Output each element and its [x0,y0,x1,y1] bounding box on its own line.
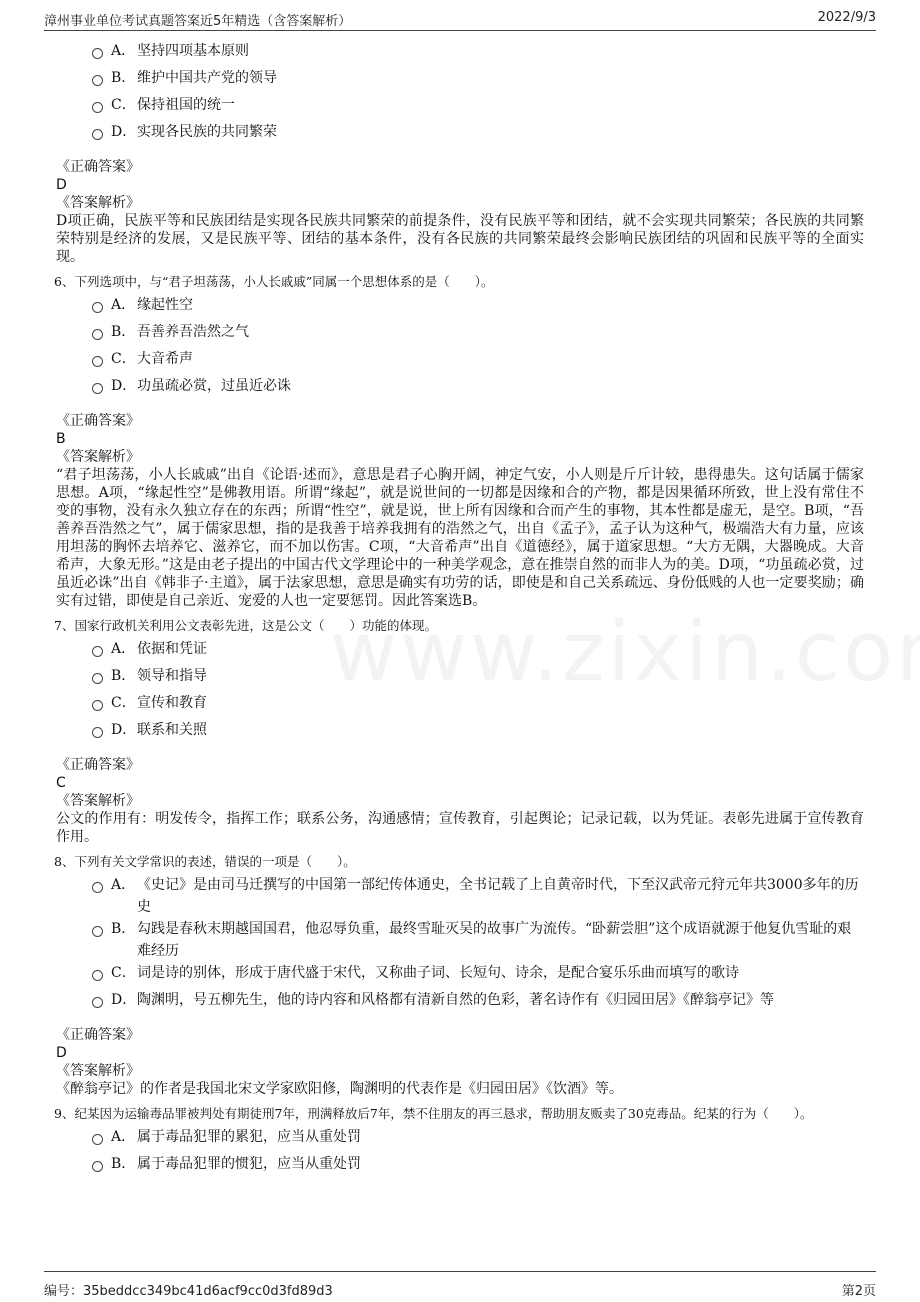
radio-icon[interactable] [92,302,103,313]
option-label: C． [111,351,136,367]
radio-icon[interactable] [92,1161,103,1172]
option-c[interactable] [92,348,864,375]
radio-icon[interactable] [92,75,103,86]
option-label: B． [111,921,136,937]
radio-icon[interactable] [92,882,103,893]
option-text: 词是诗的别体，形成于唐代盛于宋代，又称曲子词、长短句、诗余，是配合宴乐乐曲而填写的歌诗 [137,965,739,981]
option-label: C． [111,965,136,981]
option-d[interactable] [92,375,864,402]
option-b[interactable] [92,321,864,348]
option-label: A． [111,1129,136,1145]
option-text: 保持祖国的统一 [137,97,235,113]
answer-block [56,412,864,610]
option-list [92,638,864,746]
question-7 [56,616,864,846]
radio-icon[interactable] [92,48,103,59]
correct-answer-label: 《正确答案》 [56,413,140,429]
option-label: D． [111,124,137,140]
radio-icon[interactable] [92,700,103,711]
document-body [56,40,864,1186]
document-id: 编号：35beddcc349bc41d6acf9cc0d3fd89d3 [44,1284,333,1299]
explanation-label: 《答案解析》 [56,1063,140,1079]
radio-icon[interactable] [92,102,103,113]
radio-icon[interactable] [92,926,103,937]
option-d[interactable] [92,989,864,1016]
option-text: 领导和指导 [137,668,207,684]
correct-answer-value: C [56,775,66,791]
explanation-label: 《答案解析》 [56,449,140,465]
option-a[interactable] [92,1126,864,1153]
option-c[interactable] [92,962,864,989]
option-a[interactable] [92,874,864,918]
option-c[interactable] [92,692,864,719]
answer-block [56,1026,864,1098]
option-text: 功虽疏必赏，过虽近必诛 [137,378,291,394]
option-list [92,294,864,402]
question-stem: 7、国家行政机关利用公文表彰先进，这是公文（ ）功能的体现。 [54,618,437,633]
option-text: 《史记》是由司马迁撰写的中国第一部纪传体通史，全书记载了上自黄帝时代，下至汉武帝元狩元年共3000多年的历史 [137,877,859,915]
option-text: 属于毒品犯罪的惯犯，应当从重处罚 [137,1156,361,1172]
option-a[interactable] [92,638,864,665]
option-text: 吾善养吾浩然之气 [137,324,249,340]
correct-answer-value: B [56,431,66,447]
document-date: 2022/9/3 [817,10,876,25]
option-text: 维护中国共产党的领导 [137,70,277,86]
option-text: 勾践是春秋末期越国国君，他忍辱负重，最终雪耻灭吴的故事广为流传。“卧薪尝胆”这个成语就源于他复仇雪耻的艰难经历 [137,921,852,959]
question-5 [56,40,864,266]
radio-icon[interactable] [92,646,103,657]
option-label: B． [111,324,136,340]
option-b[interactable] [92,1153,864,1180]
option-label: A． [111,43,136,59]
option-label: C． [111,97,136,113]
option-c[interactable] [92,94,864,121]
option-text: 实现各民族的共同繁荣 [137,124,277,140]
page-footer [44,1271,876,1302]
correct-answer-label: 《正确答案》 [56,1027,140,1043]
option-text: 坚持四项基本原则 [137,43,249,59]
radio-icon[interactable] [92,383,103,394]
page-header [44,0,876,31]
option-label: B． [111,668,136,684]
option-label: D． [111,722,137,738]
page-number: 第2页 [841,1284,876,1299]
option-text: 缘起性空 [137,297,193,313]
question-stem: 8、下列有关文学常识的表述，错误的一项是（ ）。 [54,854,356,869]
option-label: D． [111,992,137,1008]
question-6 [56,272,864,610]
radio-icon[interactable] [92,329,103,340]
option-list [92,1126,864,1180]
option-a[interactable] [92,40,864,67]
explanation-text: 公文的作用有：明发传令，指挥工作；联系公务，沟通感情；宣传教育，引起舆论；记录记载，以为凭证。表彰先进属于宣传教育作用。 [56,811,864,845]
correct-answer-value: D [56,177,67,193]
explanation-text: D项正确，民族平等和民族团结是实现各民族共同繁荣的前提条件，没有民族平等和团结，就不会实现共同繁荣；各民族的共同繁荣特别是经济的发展，又是民族平等、团结的基本条件，没有各民族的共同繁荣最终会影响民族团结的巩固和民族平等的全面实现。 [56,213,864,265]
option-text: 属于毒品犯罪的累犯，应当从重处罚 [137,1129,361,1145]
option-text: 陶渊明，号五柳先生，他的诗内容和风格都有清新自然的色彩，著名诗作有《归园田居》《醉翁亭记》等 [137,992,774,1008]
option-list [92,40,864,148]
question-stem: 9、纪某因为运输毒品罪被判处有期徒刑7年，刑满释放后7年，禁不住朋友的再三恳求，帮助朋友贩卖了30克毒品。纪某的行为（ ）。 [54,1106,813,1121]
radio-icon[interactable] [92,356,103,367]
explanation-text: “君子坦荡荡，小人长戚戚”出自《论语·述而》，意思是君子心胸开阔，神定气安，小人则是斤斤计较，患得患失。这句话属于儒家思想。A项，“缘起性空”是佛教用语。所谓“缘起”，就是说世间的一切都是因缘和合的产物，都是因果循环所致，世上没有常住不变的事物，没有永久独立存在的东西；所谓“性空”，就是说，世上所有因缘和合而产生的事物，其本性都是虚无，是空。B项，“吾善养吾浩然之气”，属于儒家思想，指的是我善于培养我拥有的浩然之气，出自《孟子》，孟子认为这种气，极端浩大有力量，应该用坦荡的胸怀去培养它、滋养它，而不加以伤害。C项，“大音希声”出自《道德经》，属于道家思想。“大方无隅，大器晚成。大音希声，大象无形。”这是由老子提出的中国古代文学理论中的一种美学观念，意在推崇自然的而非人为的美。D项，“功虽疏必赏，过虽近必诛”出自《韩非子·主道》，属于法家思想，意思是确实有功劳的话，即使是和自己关系疏远、身份低贱的人也一定要奖励；确实有过错，即使是自己亲近、宠爱的人也一定要惩罚。因此答案选B。 [56,467,864,609]
option-b[interactable] [92,665,864,692]
option-text: 依据和凭证 [137,641,207,657]
option-a[interactable] [92,294,864,321]
answer-block [56,158,864,266]
option-d[interactable] [92,121,864,148]
option-text: 联系和关照 [137,722,207,738]
radio-icon[interactable] [92,970,103,981]
option-label: B． [111,1156,136,1172]
radio-icon[interactable] [92,727,103,738]
explanation-text: 《醉翁亭记》的作者是我国北宋文学家欧阳修，陶渊明的代表作是《归园田居》《饮酒》等。 [56,1081,623,1097]
option-label: A． [111,641,136,657]
option-d[interactable] [92,719,864,746]
option-text: 大音希声 [137,351,193,367]
option-label: C． [111,695,136,711]
answer-block [56,756,864,846]
explanation-label: 《答案解析》 [56,793,140,809]
document-title: 漳州事业单位考试真题答案近5年精选（含答案解析） [44,14,352,29]
radio-icon[interactable] [92,997,103,1008]
option-text: 宣传和教育 [137,695,207,711]
correct-answer-value: D [56,1045,67,1061]
option-label: A． [111,877,136,893]
option-label: D． [111,378,137,394]
radio-icon[interactable] [92,1134,103,1145]
option-label: B． [111,70,136,86]
option-label: A． [111,297,136,313]
question-9 [56,1104,864,1180]
question-stem: 6、下列选项中，与“君子坦荡荡，小人长戚戚”同属一个思想体系的是（ ）。 [54,274,494,289]
option-list [92,874,864,1016]
radio-icon[interactable] [92,673,103,684]
radio-icon[interactable] [92,129,103,140]
correct-answer-label: 《正确答案》 [56,159,140,175]
question-8 [56,852,864,1098]
option-b[interactable] [92,67,864,94]
option-b[interactable] [92,918,864,962]
explanation-label: 《答案解析》 [56,195,140,211]
correct-answer-label: 《正确答案》 [56,757,140,773]
